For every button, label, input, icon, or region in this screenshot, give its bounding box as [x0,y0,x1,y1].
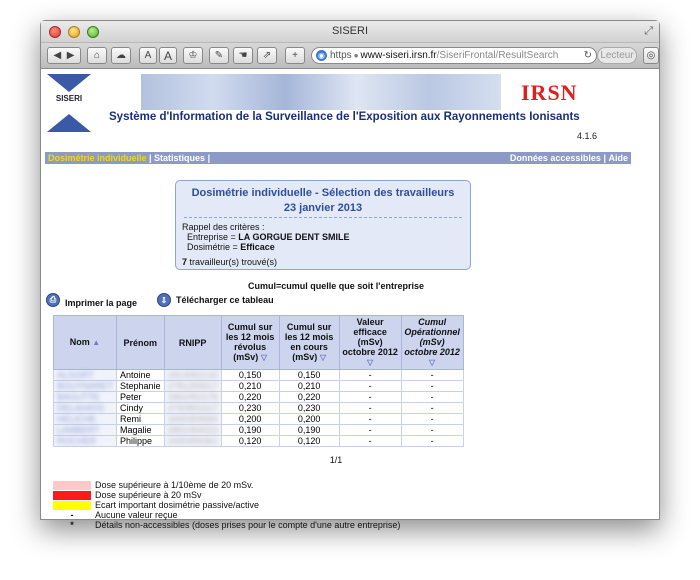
cell-valeur-efficace: - [339,436,401,447]
results-table [53,315,464,447]
rnipp-value: 1861052176 [167,392,218,402]
rnipp-value: 2760891617 [167,403,218,413]
cell-cumul-12-en-cours: 0,210 [279,381,339,392]
hdr-c12c-4: (mSv) [292,352,318,362]
lock-icon: ● [353,51,359,60]
sort-icon[interactable]: ▽ [429,358,436,367]
legend-item [53,490,400,500]
table-row [54,414,464,425]
logo-top-shape [47,74,91,92]
col-rnipp[interactable]: RNIPP [164,316,221,370]
hdr-val-3: (mSv) [357,337,383,347]
table-row [54,392,464,403]
hand-icon: ☚ [238,50,248,61]
home-button[interactable] [87,47,107,64]
cell-cumul-12-en-cours: 0,150 [279,370,339,381]
cloud-icon: ☁ [116,50,126,61]
title-bar [41,21,659,43]
cell-prenom: Stephanie [117,381,165,392]
nav-dosimetrie[interactable]: Dosimétrie individuelle [48,153,147,163]
worker-name-link[interactable]: HELICHE [57,414,97,424]
cell-valeur-efficace: - [339,381,401,392]
hdr-c12r-3: révolus [234,342,267,352]
cell-cumul-12-en-cours: 0,230 [279,403,339,414]
page-content [41,70,659,530]
cell-cumul-12-revolus: 0,230 [221,403,279,414]
rnipp-value: 1813062133 [167,370,218,380]
url-path: /SiseriFrontal/ResultSearch [436,50,559,61]
text-smaller-button[interactable]: A [139,47,157,64]
snapshot-button[interactable] [233,47,253,64]
logo-bottom-shape [47,114,91,132]
legend-item [53,510,400,520]
criteria-dosimetrie [182,242,470,252]
cell-cumul-12-revolus: 0,210 [221,381,279,392]
dosimetrie-label: Dosimétrie = [187,242,241,252]
back-icon[interactable]: ◀ [53,50,62,61]
criteria-entreprise [182,232,470,242]
cell-cumul-12-en-cours: 0,200 [279,414,339,425]
legend-item [53,500,400,510]
legend-item [53,520,400,530]
cell-valeur-efficace: - [339,414,401,425]
hdr-val-4: octobre 2012 [342,347,398,357]
worker-name-link[interactable]: BAGUTTE [57,392,100,402]
hdr-c12r-2: les 12 mois [225,332,275,342]
cell-rnipp [164,436,221,447]
cell-cumul-operationnel: - [401,436,463,447]
cell-rnipp [164,392,221,403]
cell-valeur-efficace: - [339,425,401,436]
table-row [54,370,464,381]
cell-nom[interactable] [54,414,117,425]
forward-icon[interactable]: ▶ [66,50,75,61]
cell-nom[interactable] [54,436,117,447]
cell-prenom: Antoine [117,370,165,381]
cell-rnipp [164,425,221,436]
cell-rnipp [164,370,221,381]
rnipp-value: 2781259917 [167,381,218,391]
col-valeur-efficace[interactable] [339,316,401,370]
cell-cumul-operationnel: - [401,381,463,392]
legend-text: Aucune valeur reçue [95,510,178,520]
window-title: SISERI [331,25,369,37]
downloads-button[interactable] [643,47,659,64]
cell-prenom: Peter [117,392,165,403]
hdr-cop-3: (mSv) [419,337,445,347]
cell-nom[interactable] [54,381,117,392]
rnipp-value: 1830359684 [167,414,218,424]
selection-box [175,180,471,270]
print-icon[interactable]: ⎙ [46,293,60,307]
legend-text: Ecart important dosimétrie passive/active [95,500,260,510]
icloud-button[interactable] [111,47,131,64]
banner-photo [141,74,501,110]
cumul-note: Cumul=cumul quelle que soit l'entreprise [248,281,424,291]
hdr-c12c-2: les 12 mois [284,332,334,342]
cell-cumul-operationnel: - [401,425,463,436]
download-icon: ◎ [646,50,656,61]
nav-statistiques[interactable]: | Statistiques | [146,153,213,163]
cell-valeur-efficace: - [339,392,401,403]
cell-cumul-12-en-cours: 0,190 [279,425,339,436]
hdr-cop-2: Opérationnel [404,327,460,337]
criteria-heading: Rappel des critères : [182,222,265,232]
cell-prenom: Philippe [117,436,165,447]
table-header-row [54,316,464,370]
cell-nom[interactable] [54,425,117,436]
col-cumul-operationnel[interactable] [401,316,463,370]
cell-valeur-efficace: - [339,403,401,414]
legend-swatch [53,501,91,510]
rnipp-value: 2851064023 [167,425,218,435]
cell-rnipp [164,414,221,425]
cell-cumul-operationnel: - [401,370,463,381]
cell-cumul-operationnel: - [401,403,463,414]
bookmarks-button[interactable] [183,47,203,64]
legend-swatch [53,491,91,500]
pagination: 1/1 [329,455,343,465]
url-scheme: https [330,50,352,61]
cell-cumul-12-en-cours: 0,220 [279,392,339,403]
entreprise-value: LA GORGUE DENT SMILE [238,232,350,242]
irsn-logo[interactable]: IRSN [521,80,578,105]
cell-nom[interactable] [54,403,117,414]
nav-donnees[interactable]: Données accessibles [509,153,601,163]
rnipp-value: 1690459361 [167,436,218,446]
table-row [54,381,464,392]
cell-prenom: Cindy [117,403,165,414]
sort-asc-icon[interactable]: ▲ [92,338,101,347]
nav-separator: | [600,153,609,163]
worker-name-link[interactable]: ALGORT [57,370,94,380]
cell-rnipp [164,403,221,414]
hdr-cop-4: octobre 2012 [404,347,460,357]
download-link[interactable]: Télécharger ce tableau [176,295,274,305]
new-tab-button[interactable] [285,47,305,64]
table-row [54,403,464,414]
legend-text: Dose supérieure à 1/10ème de 20 mSv. [95,480,254,490]
text-bigger-button[interactable]: A [159,47,177,64]
page-actions [46,292,274,308]
selection-title: Dosimétrie individuelle - Sélection des travailleurs [191,187,455,199]
share-button[interactable] [257,47,277,64]
wrench-icon: ✎ [214,50,224,61]
col-cumul-12-revolus[interactable] [221,316,279,370]
worker-name-link[interactable]: BOUYNARET [57,381,114,391]
globe-icon: ◉ [316,50,327,61]
url-host: www-siseri.irsn.fr [360,50,437,61]
browser-toolbar [41,43,659,69]
print-link[interactable]: Imprimer la page [65,298,138,308]
cell-cumul-12-revolus: 0,120 [221,436,279,447]
bookmark-icon: ♔ [188,50,198,61]
cell-cumul-12-en-cours: 0,120 [279,436,339,447]
legend-text: Détails non-accessibles (doses prises pour le compte d'une autre entreprise) [95,520,401,530]
sort-icon[interactable]: ▽ [260,353,267,362]
hdr-c12c-1: Cumul sur [286,322,332,332]
cell-cumul-12-revolus: 0,150 [221,370,279,381]
col-cumul-12-en-cours[interactable] [279,316,339,370]
sort-icon[interactable]: ▽ [319,353,326,362]
sort-icon[interactable]: ▽ [367,358,374,367]
reload-icon[interactable]: ↻ [583,50,592,61]
worker-name-link[interactable]: LAMBERT [57,425,100,435]
home-icon: ⌂ [93,50,101,61]
cell-nom[interactable] [54,392,117,403]
download-icon[interactable]: ⇩ [157,293,171,307]
legend-symbol: - [70,510,74,520]
entreprise-label: Entreprise = [187,232,239,242]
legend-symbol: * [70,520,74,530]
share-icon: ⇗ [262,50,272,61]
cell-cumul-operationnel: - [401,414,463,425]
system-title: Système d'Information de la Surveillance de l'Exposition aux Rayonnements Ionisants [109,111,580,123]
hdr-cop-1: Cumul [418,317,447,327]
legend-swatch [53,481,91,490]
siseri-logo[interactable] [47,74,91,138]
worker-name-link[interactable]: ROCHER [57,436,97,446]
cell-prenom: Magalie [117,425,165,436]
cell-cumul-12-revolus: 0,220 [221,392,279,403]
cell-nom[interactable] [54,370,117,381]
hdr-c12r-4: (mSv) [233,352,259,362]
col-prenom[interactable]: Prénom [117,316,165,370]
worker-name-link[interactable]: DELAHAYE [57,403,105,413]
address-bar[interactable] [311,47,597,64]
cell-rnipp [164,381,221,392]
result-count-text: travailleur(s) trouvé(s) [187,257,278,267]
site-banner [41,70,659,144]
table-row [54,425,464,436]
table-row [54,436,464,447]
col-nom-label: Nom [69,337,90,347]
cell-cumul-operationnel: - [401,392,463,403]
legend-text: Dose supérieure à 20 mSv [95,490,202,500]
hdr-val-2: efficace [353,327,387,337]
main-nav [45,152,631,164]
hdr-c12r-1: Cumul sur [227,322,273,332]
cell-cumul-12-revolus: 0,190 [221,425,279,436]
nav-aide[interactable]: Aide [608,153,628,163]
cell-prenom: Remi [117,414,165,425]
hdr-val-1: Valeur [356,317,384,327]
selection-divider [184,217,462,218]
fullscreen-icon[interactable]: ⤢ [644,25,653,37]
plus-icon: + [292,50,298,61]
cell-valeur-efficace: - [339,370,401,381]
criteria-recap [182,222,470,252]
result-count-number: 7 [182,257,188,267]
logo-text: SISERI [55,94,83,103]
col-nom[interactable] [54,316,117,370]
selection-date: 23 janvier 2013 [283,202,363,214]
version-label: 4.1.6 [576,131,597,141]
legend [53,480,400,530]
cell-cumul-12-revolus: 0,200 [221,414,279,425]
back-forward-buttons[interactable] [47,47,81,64]
browser-window [40,20,660,530]
dosimetrie-value: Efficace [240,242,275,252]
tools-button[interactable] [209,47,229,64]
result-count [182,257,470,267]
reader-button[interactable]: Lecteur [597,47,637,64]
hdr-c12c-3: en cours [290,342,328,352]
legend-item [53,480,400,490]
